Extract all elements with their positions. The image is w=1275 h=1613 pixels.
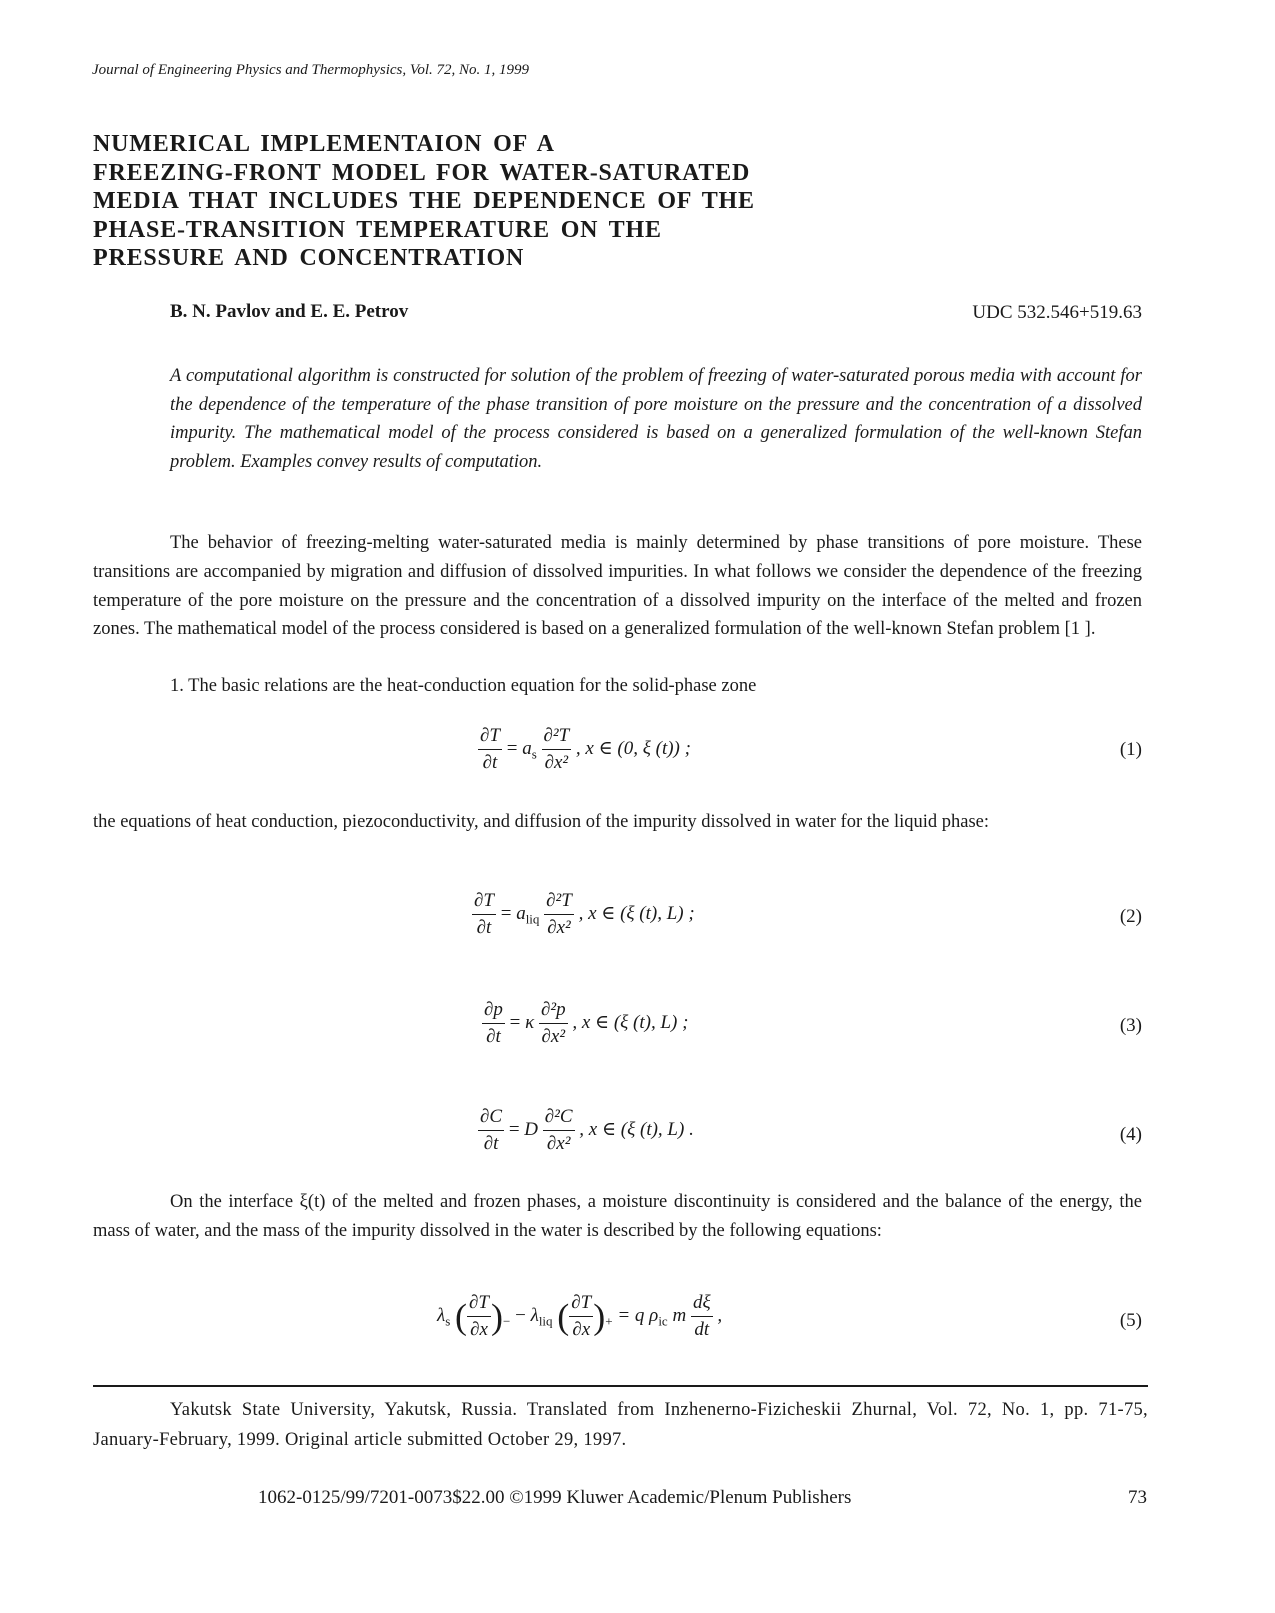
eq1-rhs-num: ∂²T — [542, 725, 572, 750]
eq5-dxi-den: dt — [694, 1319, 710, 1340]
eq3-lhs-den: ∂t — [486, 1026, 501, 1047]
title-line: FREEZING-FRONT MODEL FOR WATER-SATURATED — [93, 159, 751, 186]
paragraph-basic-relations: 1. The basic relations are the heat-conduction equation for the solid-phase zone — [170, 676, 757, 696]
title-line: NUMERICAL IMPLEMENTAION OF A — [93, 131, 555, 157]
eq5-rhs: = q ρ — [617, 1304, 659, 1326]
eq5-lambda-liq-sub: liq — [538, 1313, 553, 1329]
eq1-domain: , x ∈ (0, ξ (t)) ; — [575, 737, 691, 759]
eq5-lambda-s: λ — [437, 1304, 446, 1326]
paragraph-interface: On the interface ξ(t) of the melted and frozen phases, a moisture discontinuity is considered and the balance of the energy, the mass of water, and the mass of the impurity dissolved in the water is described by the following equations: — [93, 1192, 1142, 1241]
eq2-lhs-num: ∂T — [472, 890, 496, 915]
equation-5: $\lambda_s$ ( $\frac{\partial T}{\partial x}$ )$_- - \lambda_{liq}$ ( $\frac{\partial T}{\partial x}$ )$_+ = q$ $\rho_{ic}$ m $\frac{d\xi}{dt}$ , — [437, 1292, 723, 1340]
eq5-dxi-num: dξ — [691, 1292, 713, 1317]
equation-1-number: (1) — [1119, 739, 1142, 760]
eq4-rhs-den: ∂x² — [546, 1133, 571, 1154]
title-line: PHASE-TRANSITION TEMPERATURE ON THE — [93, 216, 662, 243]
eq5-grad2-num: ∂T — [569, 1292, 593, 1317]
equation-5-number: (5) — [1119, 1310, 1142, 1331]
article-title — [93, 130, 755, 273]
authors: B. N. Pavlov and E. E. Petrov — [170, 301, 409, 322]
eq2-rhs-den: ∂x² — [547, 917, 571, 938]
eq2-coef: a — [516, 902, 526, 924]
eq3-rhs-den: ∂x² — [541, 1026, 566, 1047]
eq3-lhs-num: ∂p — [482, 999, 505, 1024]
eq1-coef-sub: s — [531, 746, 537, 762]
eq1-rhs-den: ∂x² — [544, 752, 569, 773]
equation-3-number: (3) — [1119, 1015, 1142, 1036]
eq3-coef: κ — [525, 1011, 535, 1033]
udc-code: UDC 532.546+519.63 — [972, 302, 1142, 323]
title-line: PRESSURE AND CONCENTRATION — [93, 245, 525, 271]
eq4-coef: D — [524, 1118, 539, 1140]
eq3-rhs-num: ∂²p — [539, 999, 568, 1024]
eq5-rho-sub: ic — [658, 1313, 668, 1329]
eq5-grad2-den: ∂x — [572, 1319, 591, 1340]
equation-1: $\frac{\partial T}{\partial t}$ = $a_s$ $\frac{\text{∂²T}}{\text{∂x²}}$ , x ∈ (0, ξ (t)) ; — [480, 725, 691, 773]
equation-3: $\frac{\partial p}{\partial t}$ = κ $\frac{\text{∂²p}}{\text{∂x²}}$ , x ∈ (ξ (t), L) ; — [484, 999, 689, 1047]
eq4-lhs-num: ∂C — [478, 1106, 504, 1131]
eq1-lhs-num: ∂T — [478, 725, 502, 750]
eq2-coef-sub: liq — [525, 911, 540, 927]
paragraph-liquid-phase: the equations of heat conduction, piezoconductivity, and diffusion of the impurity dissolved in water for the liquid phase: — [93, 812, 990, 832]
eq5-plus-sub: + — [605, 1313, 613, 1329]
eq1-lhs-den: ∂t — [482, 752, 498, 773]
footnote: Yakutsk State University, Yakutsk, Russia. Translated from Inzhenerno-Fizicheskii Zhurnal, Vol. 72, No. 1, pp. 71-75, January-February, 1999. Original article submitted October 29, 1997. — [93, 1400, 1148, 1450]
eq5-lambda-liq: λ — [530, 1304, 539, 1326]
paragraph-intro: The behavior of freezing-melting water-saturated media is mainly determined by phase transitions of pore moisture. These transitions are accompanied by migration and diffusion of dissolved impurities. In what follows we consider the dependence of the freezing temperature of the pore moisture on the pressure and the concentration of a dissolved impurity on the interface of the melted and frozen zones. The mathematical model of the process considered is based on a generalized formulation of the well-known Stefan problem [1 ]. — [93, 533, 1142, 640]
eq3-domain: , x ∈ (ξ (t), L) ; — [572, 1011, 689, 1033]
publisher-code: 1062-0125/99/7201-0073$22.00 ©1999 Kluwer Academic/Plenum Publishers — [258, 1487, 852, 1508]
eq5-minus-sub: − — [503, 1313, 511, 1329]
equation-2: $\frac{\partial T}{\partial t}$ = $a_{liq}$ $\frac{\text{∂²T}}{\text{∂x²}}$ , x ∈ (ξ (t), L) ; — [474, 890, 695, 938]
eq5-lambda-s-sub: s — [445, 1313, 451, 1329]
page-number: 73 — [1128, 1487, 1147, 1508]
eq5-grad1-num: ∂T — [467, 1292, 491, 1317]
eq4-domain: , x ∈ (ξ (t), L) . — [579, 1118, 694, 1140]
eq2-lhs-den: ∂t — [476, 917, 492, 938]
equation-4: $\frac{\partial C}{\partial t}$ = D $\frac{\text{∂²C}}{\text{∂x²}}$ , x ∈ (ξ (t), L) . — [480, 1106, 694, 1154]
abstract: A computational algorithm is constructed for solution of the problem of freezing of water-saturated porous media with account for the dependence of the temperature of the phase transition of pore moisture on the pressure and the concentration of a dissolved impurity. The mathematical model of the process considered is based on a generalized formulation of the well-known Stefan problem. Examples convey results of computation. — [170, 366, 1142, 472]
equation-4-number: (4) — [1119, 1124, 1142, 1145]
journal-header: Journal of Engineering Physics and Thermophysics, Vol. 72, No. 1, 1999 — [92, 62, 530, 78]
eq4-rhs-num: ∂²C — [543, 1106, 575, 1131]
footnote-divider — [93, 1385, 1148, 1387]
eq4-lhs-den: ∂t — [483, 1133, 499, 1154]
title-line: MEDIA THAT INCLUDES THE DEPENDENCE OF THE — [93, 188, 755, 214]
equation-2-number: (2) — [1119, 906, 1142, 927]
eq5-grad1-den: ∂x — [470, 1319, 488, 1340]
eq2-domain: , x ∈ (ξ (t), L) ; — [578, 902, 695, 924]
eq5-m: m — [672, 1304, 687, 1326]
eq1-coef: a — [522, 737, 532, 759]
eq2-rhs-num: ∂²T — [544, 890, 574, 915]
